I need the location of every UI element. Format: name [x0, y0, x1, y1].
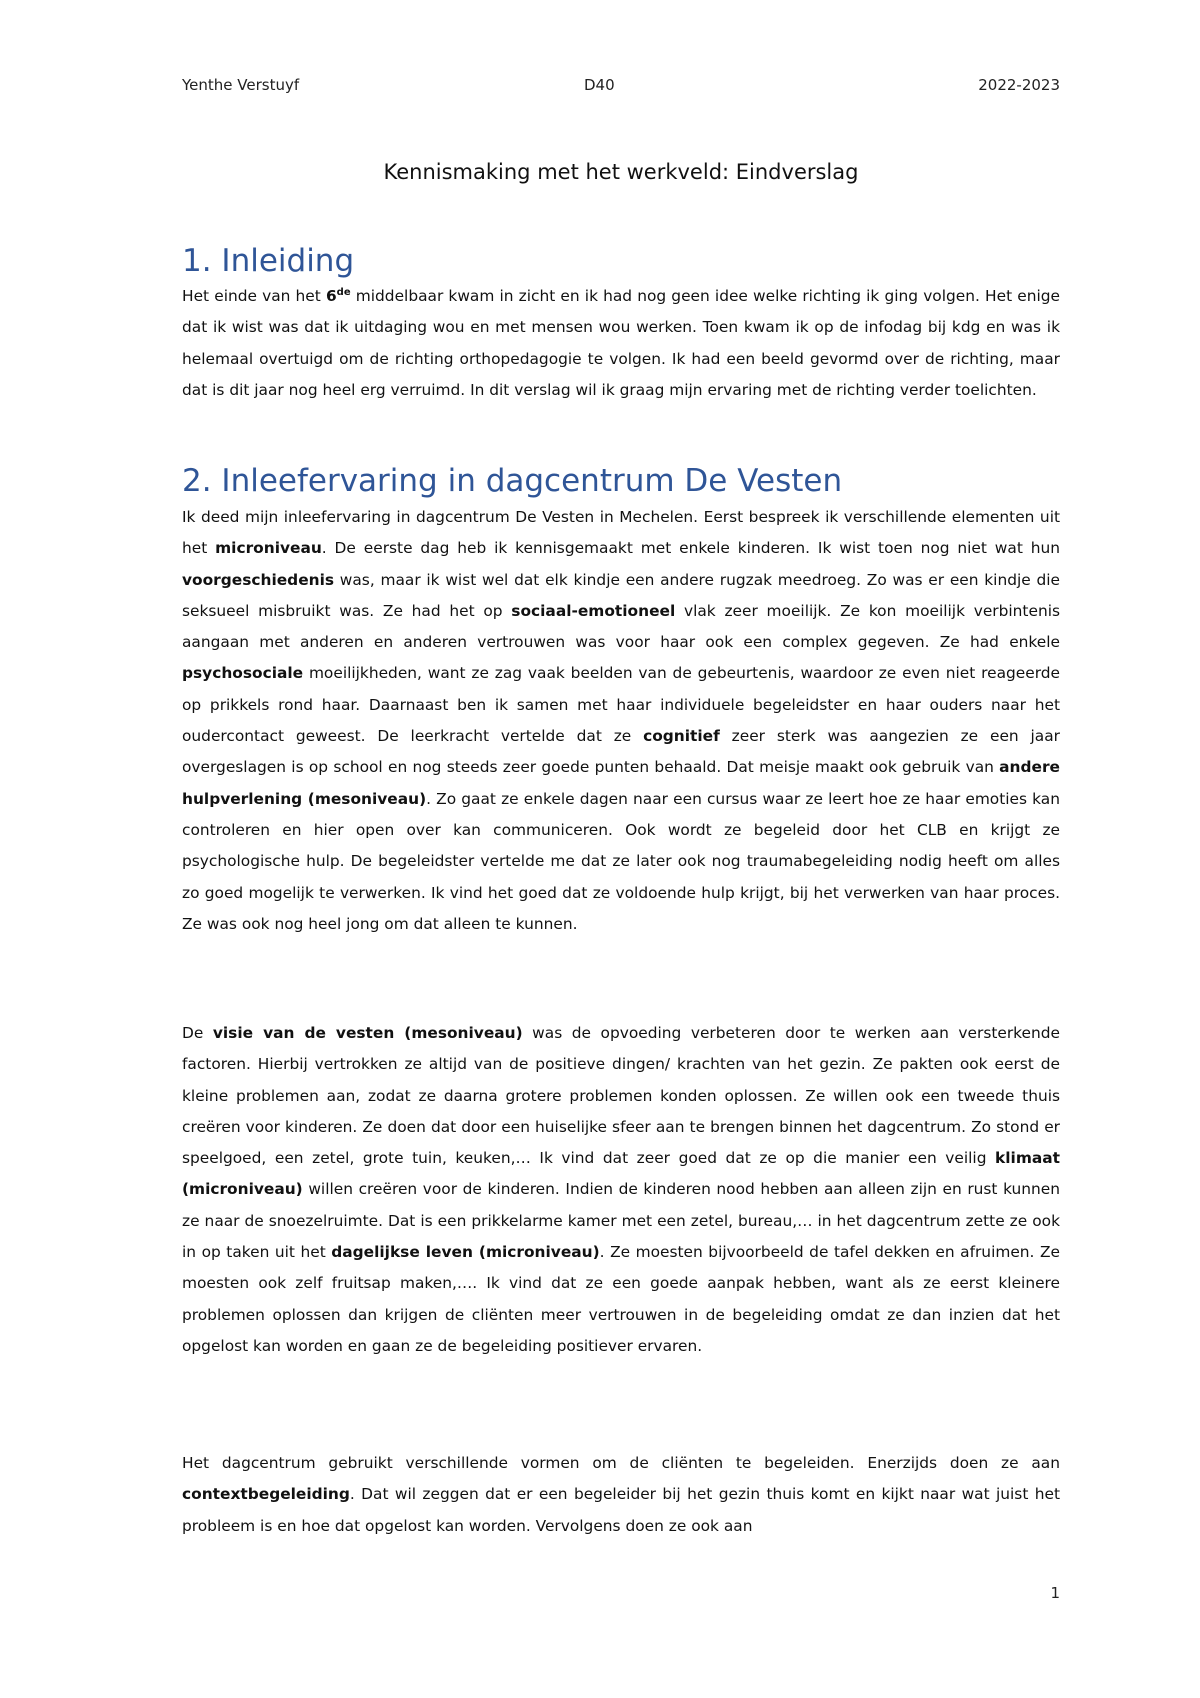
paragraph-inleefervaring-1: Ik deed mijn inleefervaring in dagcentrum De Vesten in Mechelen. Eerst bespreek ik verschillende elementen uit het microniveau. De eerste dag heb ik kennisgemaakt met enkele kinderen. Ik wist toen nog niet wat hun voorgeschiedenis was, maar ik wist wel dat elk kindje een andere rugzak meedroeg. Zo was er een kindje die seksueel misbruikt was. Ze had het op sociaal-emotioneel vlak zeer moeilijk. Ze kon moeilijk verbintenis aangaan met anderen en anderen vertrouwen was voor haar ook een complex gegeven. Ze had enkele psychosociale moeilijkheden, want ze zag vaak beelden van de gebeurtenis, waardoor ze even niet reageerde op prikkels rond haar. Daarnaast ben ik samen met haar individuele begeleidster en haar ouders naar het oudercontact geweest. De leerkracht vertelde dat ze cognitief zeer sterk was aangezien ze een jaar overgeslagen is op school en nog steeds zeer goede punten behaald. Dat meisje maakt ook gebruik van andere hulpverlening (mesoniveau). Zo gaat ze enkele dagen naar een cursus waar ze leert hoe ze haar emoties kan controleren en hier open over kan communiceren. Ook wordt ze begeleid door het CLB en krijgt ze psychologische hulp. De begeleidster vertelde me dat ze later ook nog traumabegeleiding nodig heeft om alles zo goed mogelijk te verwerken. Ik vind het goed dat ze voldoende hulp krijgt, bij het verwerken van haar proces. Ze was ook nog heel jong om dat alleen te kunnen. [182, 508, 1060, 933]
paragraph-inleiding: Het einde van het 6de middelbaar kwam in zicht en ik had nog geen idee welke richting ik ging volgen. Het enige dat ik wist was dat ik uitdaging wou en met mensen wou werken. Toen kwam ik op de infodag bij kdg en was ik helemaal overtuigd om de richting orthopedagogie te volgen. Ik had een beeld gevormd over de richting, maar dat is dit jaar nog heel erg verruimd. In dit verslag wil ik graag mijn ervaring met de richting verder toelichten. [182, 286, 1060, 399]
section-heading-inleiding: 1. Inleiding [182, 243, 355, 279]
header-year: 2022-2023 [978, 76, 1060, 94]
page-number: 1 [1050, 1584, 1060, 1602]
page-header [182, 76, 1060, 98]
header-author: Yenthe Verstuyf [182, 76, 300, 94]
header-class: D40 [584, 76, 615, 94]
section-heading-inleefervaring: 2. Inleefervaring in dagcentrum De Vesten [182, 463, 843, 499]
paragraph-inleefervaring-3: Het dagcentrum gebruikt verschillende vormen om de cliënten te begeleiden. Enerzijds doen ze aan contextbegeleiding. Dat wil zeggen dat er een begeleider bij het gezin thuis komt en kijkt naar wat juist het probleem is en hoe dat opgelost kan worden. Vervolgens doen ze ook aan [182, 1454, 1060, 1535]
document-title: Kennismaking met het werkveld: Eindverslag [383, 160, 859, 184]
paragraph-inleefervaring-2: De visie van de vesten (mesoniveau) was de opvoeding verbeteren door te werken aan versterkende factoren. Hierbij vertrokken ze altijd van de positieve dingen/ krachten van het gezin. Ze pakten ook eerst de kleine problemen aan, zodat ze daarna grotere problemen konden oplossen. Ze willen ook een tweede thuis creëren voor kinderen. Ze doen dat door een huiselijke sfeer aan te brengen binnen het dagcentrum. Zo stond er speelgoed, een zetel, grote tuin, keuken,… Ik vind dat zeer goed dat ze op die manier een veilig klimaat (microniveau) willen creëren voor de kinderen. Indien de kinderen nood hebben aan alleen zijn en rust kunnen ze naar de snoezelruimte. Dat is een prikkelarme kamer met een zetel, bureau,… in het dagcentrum zette ze ook in op taken uit het dagelijkse leven (microniveau). Ze moesten bijvoorbeeld de tafel dekken en afruimen. Ze moesten ook zelf fruitsap maken,…. Ik vind dat ze een goede aanpak hebben, want als ze eerst kleinere problemen oplossen dan krijgen de cliënten meer vertrouwen in de begeleiding omdat ze dan inzien dat het opgelost kan worden en gaan ze de begeleiding positiever ervaren. [182, 1024, 1061, 1355]
